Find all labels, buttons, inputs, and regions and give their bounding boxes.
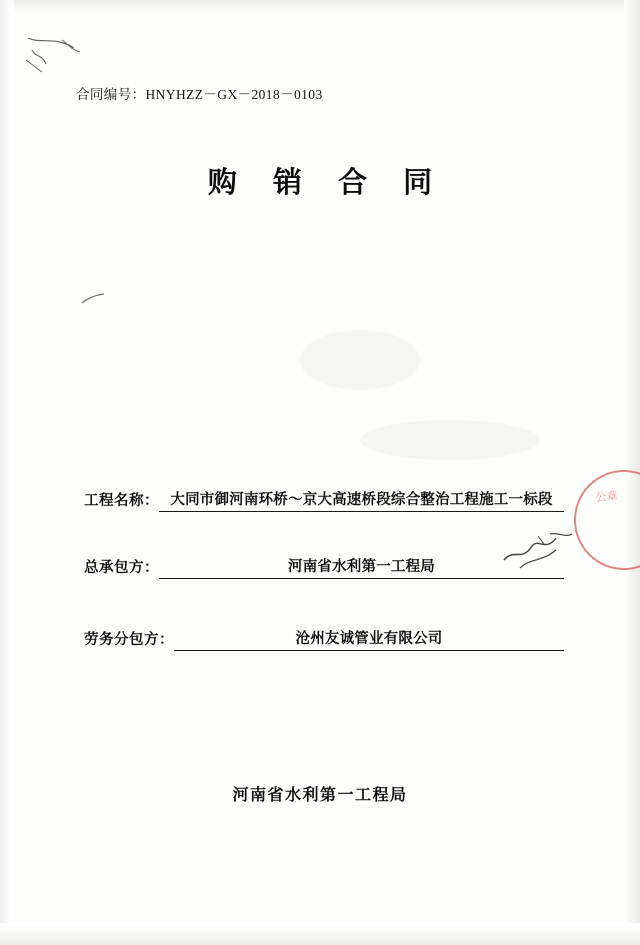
field-labor-subcontractor-label: 劳务分包方：	[84, 632, 174, 648]
field-general-contractor-label: 总承包方：	[84, 560, 159, 576]
field-labor-subcontractor	[84, 627, 564, 651]
page-title: 购 销 合 同	[207, 165, 446, 199]
handwritten-mark-icon	[22, 34, 92, 76]
field-project-name-value: 大同市御河南环桥～京大高速桥段综合整治工程施工一标段	[159, 488, 564, 512]
field-general-contractor	[84, 555, 564, 579]
handwritten-tick-icon	[80, 292, 106, 306]
field-labor-subcontractor-value: 沧州友诚管业有限公司	[174, 627, 564, 651]
paper-smudge	[300, 330, 420, 390]
paper-smudge	[360, 420, 540, 460]
contract-number: 合同编号：HNYHZZ－GX－2018－0103	[76, 87, 323, 102]
field-general-contractor-value: 河南省水利第一工程局	[159, 555, 564, 579]
official-stamp-text: 公章	[594, 489, 619, 505]
paper-edge-bottom	[0, 923, 640, 945]
field-project-name-label: 工程名称：	[84, 493, 159, 509]
field-project-name	[84, 488, 564, 512]
footer-organization: 河南省水利第一工程局	[232, 785, 408, 804]
handwritten-signature-icon	[500, 528, 578, 574]
paper-edge-top	[0, 0, 640, 18]
